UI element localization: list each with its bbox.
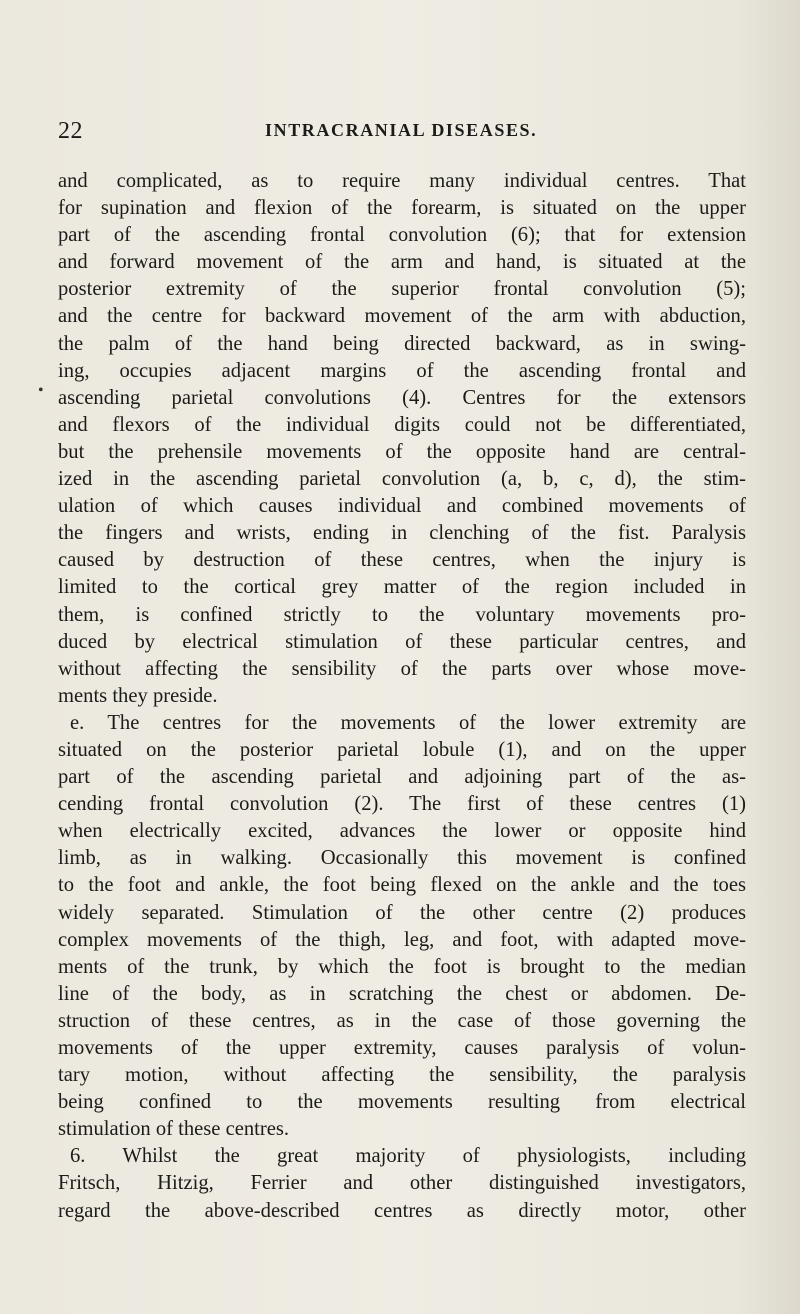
text-line: and forward movement of the arm and hand, is situated at the <box>58 251 746 274</box>
text-line: ments of the trunk, by which the foot is brought to the median <box>58 955 746 978</box>
text-line: situated on the posterior parietal lobule (1), and on the upper <box>58 738 746 761</box>
text-line: and complicated, as to require many individual centres. That <box>58 170 746 192</box>
text-line: 6. Whilst the great majority of physiologists, including <box>70 1145 746 1168</box>
text-line: duced by electrical stimulation of these particular centres, and <box>58 630 746 653</box>
text-line: struction of these centres, as in the case of those governing the <box>58 1009 746 1032</box>
page-header <box>58 118 748 146</box>
text-line: the palm of the hand being directed backward, as in swing- <box>58 332 746 355</box>
text-line: limb, as in walking. Occasionally this movement is confined <box>58 847 746 870</box>
text-line: Fritsch, Hitzig, Ferrier and other distinguished investigators, <box>58 1172 746 1195</box>
text-line: cending frontal convolution (2). The first of these centres (1) <box>58 793 746 816</box>
text-line: part of the ascending frontal convolution (6); that for extension <box>58 224 746 247</box>
text-line: ments they preside. <box>58 684 218 707</box>
text-line: e. The centres for the movements of the lower extremity are <box>70 711 746 734</box>
text-line: for supination and flexion of the forearm, is situated on the upper <box>58 197 746 220</box>
text-line: the fingers and wrists, ending in clenching of the fist. Paralysis <box>58 522 746 545</box>
text-line: ulation of which causes individual and combined movements of <box>58 495 746 518</box>
text-line: and the centre for backward movement of the arm with abduction, <box>58 305 746 328</box>
text-line: regard the above-described centres as directly motor, other <box>58 1199 746 1222</box>
text-line: ing, occupies adjacent margins of the ascending frontal and <box>58 359 746 382</box>
running-head: INTRACRANIAL DISEASES. <box>265 120 538 140</box>
body-text <box>58 168 746 1225</box>
text-line: limited to the cortical grey matter of the region included in <box>58 576 746 599</box>
text-line: them, is confined strictly to the voluntary movements pro- <box>58 603 746 626</box>
text-line: part of the ascending parietal and adjoining part of the as- <box>58 766 746 789</box>
text-line: tary motion, without affecting the sensibility, the paralysis <box>58 1064 746 1087</box>
text-line: without affecting the sensibility of the parts over whose move- <box>58 657 746 680</box>
page-number: 22 <box>58 118 83 144</box>
text-line: and flexors of the individual digits could not be differentiated, <box>58 413 746 436</box>
margin-dot: • <box>38 382 44 399</box>
text-line: to the foot and ankle, the foot being flexed on the ankle and the toes <box>58 874 746 897</box>
text-line: movements of the upper extremity, causes paralysis of volun- <box>58 1037 746 1059</box>
text-line: being confined to the movements resulting from electrical <box>58 1091 746 1114</box>
text-line: line of the body, as in scratching the chest or abdomen. De- <box>58 982 746 1005</box>
text-line: but the prehensile movements of the opposite hand are central- <box>58 440 746 463</box>
text-line: complex movements of the thigh, leg, and foot, with adapted move- <box>58 928 746 951</box>
text-line: ascending parietal convolutions (4). Centres for the extensors <box>58 386 746 409</box>
text-line: caused by destruction of these centres, when the injury is <box>58 549 746 572</box>
text-line: ized in the ascending parietal convolution (a, b, c, d), the stim- <box>58 468 746 491</box>
text-line: widely separated. Stimulation of the other centre (2) produces <box>58 901 746 924</box>
text-line: stimulation of these centres. <box>58 1118 290 1141</box>
text-line: when electrically excited, advances the lower or opposite hind <box>58 820 746 843</box>
text-line: posterior extremity of the superior frontal convolution (5); <box>58 278 746 301</box>
